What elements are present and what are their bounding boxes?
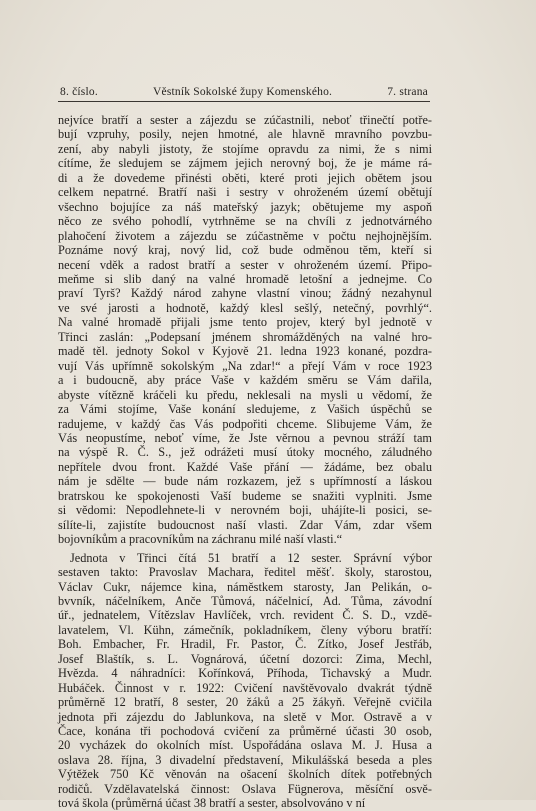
text-line: di a že dovedeme přinésti oběti, které proti jejich obětem jsou — [58, 170, 432, 185]
text-line: 20 vycházek do okolních míst. Uspořádána oslava M. J. Husa a — [58, 738, 432, 753]
text-line: Výtěžek 750 Kč věnován na ošacení školních dítek potřebných — [58, 767, 432, 782]
text-line: vují Vás upřímně sokolským „Na zdar!“ a přejí Vám v roce 1923 — [58, 358, 432, 373]
text-line: oslava 28. října, 3 divadelní představení, Mikulášská beseda a ples — [58, 752, 432, 767]
text-line: nepřítele dvou front. Každé Vaše přání — žádáme, bez obalu — [58, 459, 432, 474]
text-line: praví Tyrš? Každý národ zahyne vlastní vinou; žádný nezahynul — [58, 286, 432, 301]
text-line: lavatelem, Vl. Kühn, zámečník, pokladníkem, členy výboru bratří: — [58, 622, 432, 637]
text-line: Vás neopustíme, neboť víme, že Jste věrnou a pevnou stráží tam — [58, 430, 432, 445]
text-line: Boh. Embacher, Fr. Hradil, Fr. Pastor, Č. Zítko, Josef Jestřáb, — [58, 637, 432, 652]
text-line: rodičů. Vzdělavatelská činnost: Oslava Fügnerova, měsíční osvě- — [58, 781, 432, 796]
text-line: na výspě R. Č. S., jež odrážeti musí útoky mocného, záludného — [58, 445, 432, 460]
text-line: sílíte-li, zajistíte budoucnost naší vlasti. Zdar Vám, zdar všem — [58, 517, 432, 532]
text-line: Poznáme nový kraj, nový lid, což bude odměnou těm, kteří si — [58, 243, 432, 258]
text-line: za Vámi stojíme, Vaše konání sledujeme, z Vašich úspěchů se — [58, 402, 432, 417]
text-line: necení vděk a radost bratří a sester v ohroženém území. Připo- — [58, 257, 432, 272]
text-line: Třinci zaslán: „Podepsaní jménem shromážděných na valné hro- — [58, 329, 432, 344]
text-line: cítíme, že sledujem se zájmem jejich nerovný boj, že je máme rá- — [58, 156, 432, 171]
journal-title: Věstník Sokolské župy Komenského. — [153, 86, 333, 98]
paragraph — [58, 113, 432, 547]
page-number: 7. strana — [387, 86, 428, 98]
text-line: Václav Cukr, nájemce kina, náměstkem starosty, Jan Pelikán, o- — [58, 579, 432, 594]
text-line: ve své jarosti a hodnotě, každý klesl sešlý, netečný, povrhlý“. — [58, 300, 432, 315]
text-line: Josef Blaštík, s. L. Vognárová, účetní dozorci: Zima, Mechl, — [58, 651, 432, 666]
text-line: Jednota v Třinci čítá 51 bratří a 12 sester. Správní výbor — [70, 550, 432, 565]
text-line: něco ze svého pohodlí, vytrhněme se na chvíli z jednotvárného — [58, 214, 432, 229]
text-line: Hvězda. 4 náhradníci: Kořínková, Příhoda, Tichavský a Mudr. — [58, 666, 432, 681]
page-header — [60, 86, 428, 98]
text-line: abyste vítězně kráčeli ku předu, neklesali na mysli u vědomí, že — [58, 387, 432, 402]
text-line: radujeme, v každý čas Vás podpořiti chceme. Slibujeme Vám, že — [58, 416, 432, 431]
text-line: sestaven takto: Pravoslav Machara, ředitel měšť. školy, starostou, — [58, 565, 432, 580]
text-line: bvvník, náčelníkem, Anče Tůmová, náčelnicí, Ad. Tůma, závodní — [58, 593, 432, 608]
text-line: průměrně 12 bratří, 8 sester, 20 žáků a 25 žákyň. Veřejně cvičila — [58, 695, 432, 710]
text-line: bují vzpruhy, posily, nejen hmotné, ale hlavně mravního povzbu- — [58, 127, 432, 142]
text-line: nejvíce bratří a sester a zájezdu se zúčastnili, neboť třinečtí potře- — [58, 113, 432, 127]
article-body — [58, 113, 432, 811]
text-line: madě těl. jednoty Sokol v Kyjově 21. ledna 1923 konané, pozdra- — [58, 344, 432, 359]
text-line: si vědomi: Nepodlehnete-li v nerovném boji, uhájíte-li posici, se- — [58, 503, 432, 518]
header-rule — [58, 101, 430, 102]
text-line: úř., jednatelem, Vítězslav Havlíček, vrch. revident Č. S. D., vzdě- — [58, 608, 432, 623]
text-line: nám je sdělte — bude nám rozkazem, jež s upřímností a láskou — [58, 474, 432, 489]
text-line: celkem nepatrné. Bratří naši i sestry v ohroženém území obětují — [58, 185, 432, 200]
text-line: tová škola (průměrná účast 38 bratří a sester, absolvováno v ní — [58, 796, 366, 811]
text-line: Hubáček. Činnost v r. 1922: Cvičení navštěvovalo dvakrát týdně — [58, 680, 432, 695]
text-line: jednota při zájezdu do Jablunkova, na sletě v Mor. Ostravě a v — [58, 709, 432, 724]
issue-number: 8. číslo. — [60, 86, 98, 98]
text-line: a i budoucně, aby práce Vaše v každém směru se Vám dařila, — [58, 373, 432, 388]
text-line: Čace, konána tři pochodová cvičení za průměrné účasti 30 osob, — [58, 724, 432, 739]
text-line: bojovníkům a pracovníkům na záchranu milé naší vlasti.“ — [58, 532, 343, 547]
text-line: zení, aby nabyli jistoty, že stojíme opravdu za nimi, že s nimi — [58, 141, 432, 156]
text-line: bratrskou ke spokojenosti Vaší budeme se snažiti vyplniti. Jsme — [58, 488, 432, 503]
text-line: plahočení životem a zájezdu se zúčastněme v počtu nejhojnějším. — [58, 228, 432, 243]
text-line: meňme si slib daný na valné hromadě letošní a jednejme. Co — [58, 271, 432, 286]
paragraph — [58, 551, 432, 811]
text-line: všechno bojujíce za náš mateřský jazyk; obětujeme my aspoň — [58, 199, 432, 214]
text-line: Na valné hromadě přijali jsme tento projev, který byl jednotě v — [58, 315, 432, 330]
